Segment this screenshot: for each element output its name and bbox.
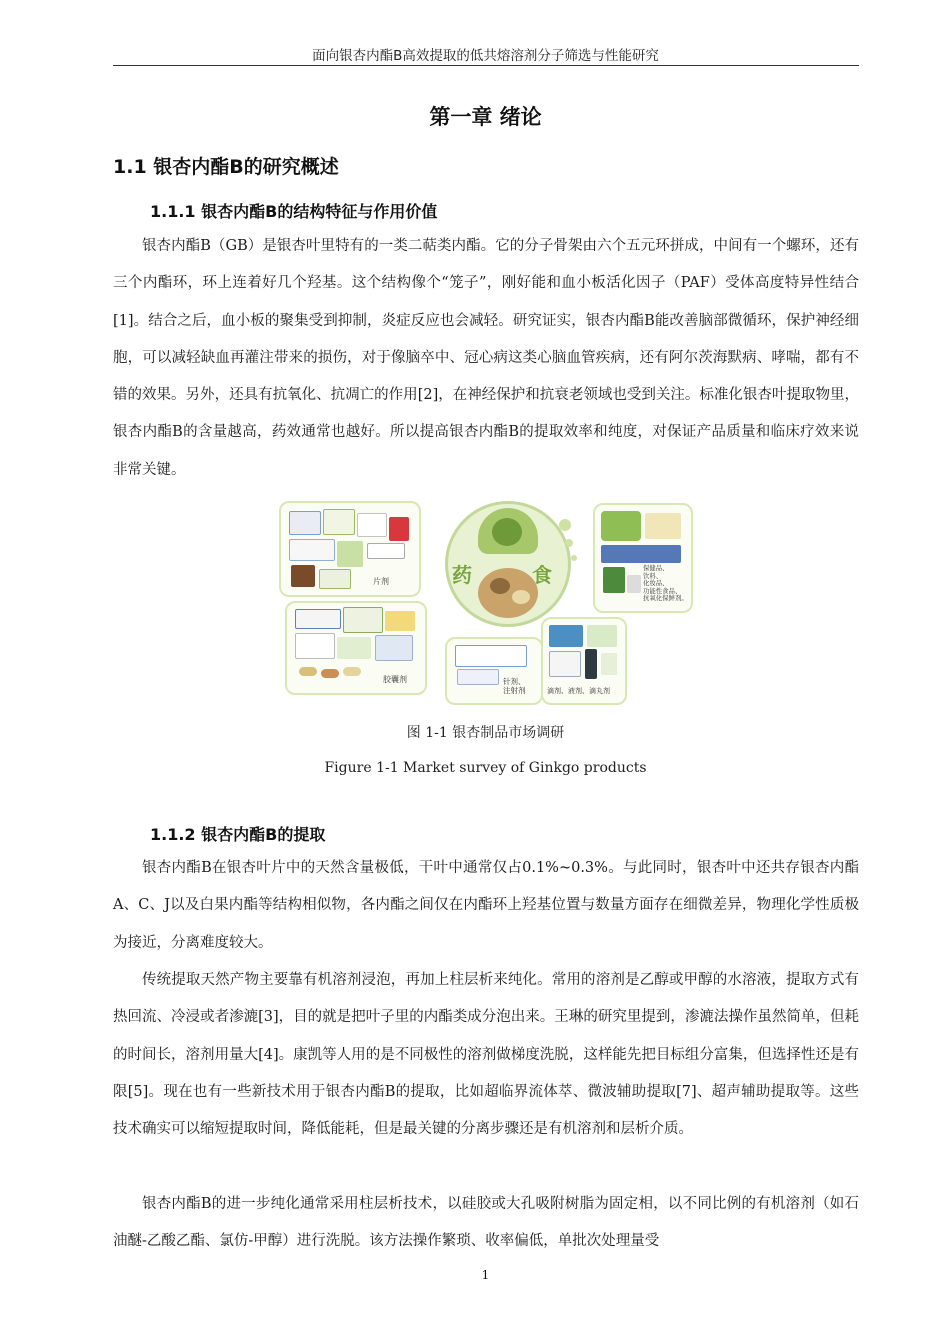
- decor-dot: [559, 519, 571, 531]
- header-rule: [113, 65, 859, 66]
- paragraph-purification: 银杏内酯B的进一步纯化通常采用柱层析技术，以硅胶或大孔吸附树脂为固定相，以不同比例的有机溶剂（如石油醚-乙酸乙酯、氯仿-甲醇）进行洗脱。该方法操作繁琐、收率偏低，单批次处理量受: [113, 1196, 859, 1250]
- capsule-panel: [285, 601, 427, 695]
- figure-caption-cn: 图 1-1 银杏制品市场调研: [406, 725, 565, 741]
- label-medicine: 药: [452, 563, 472, 587]
- label-food: 食: [532, 563, 552, 587]
- ginkgo-products-figure: [279, 499, 691, 703]
- running-header: 面向银杏内酯B高效提取的低共熔溶剂分子筛选与性能研究: [312, 48, 659, 64]
- chapter-title: 第一章 绪论: [429, 105, 542, 129]
- tablet-panel: [279, 501, 421, 597]
- section-heading-1-1-1: 1.1.1 银杏内酯B的结构特征与作用价值: [150, 202, 438, 221]
- page-number: 1: [481, 1268, 490, 1282]
- health-food-panel: [593, 503, 693, 613]
- figure-caption-en: Figure 1-1 Market survey of Ginkgo products: [324, 760, 647, 776]
- injection-label: 针剂、 注射剂: [503, 677, 526, 695]
- tablet-label: 片剂: [373, 577, 389, 586]
- drops-label: 滴剂、液剂、滴丸剂: [547, 687, 610, 695]
- injection-panel: [445, 637, 543, 705]
- capsule-label: 胶囊剂: [383, 675, 407, 684]
- health-food-label: 保健品、 饮料、 化妆品、 功能性食品、 抗氧化保鲜剂。: [643, 564, 688, 603]
- paragraph-traditional-extraction: 传统提取天然产物主要靠有机溶剂浸泡，再加上柱层析来纯化。常用的溶剂是乙醇或甲醇的水溶液，提取方式有热回流、冷浸或者渗漉[3]，目的就是把叶子里的内酯类成分泡出来。王琳的研究里提到，渗漉法操作虽然简单，但耗的时间长，溶剂用量大[4]。康凯等人用的是不同极性的溶剂做梯度洗脱，这样能先把目标组分富集，但选择性还是有限[5]。现在也有一些新技术用于银杏内酯B的提取，比如超临界流体萃、微波辅助提取[7]、超声辅助提取等。这些技术确实可以缩短提取时间，降低能耗，但是最关键的分离步骤还是有机溶剂和层析介质。: [113, 972, 859, 1138]
- paragraph-structure: 银杏内酯B（GB）是银杏叶里特有的一类二萜类内酯。它的分子骨架由六个五元环拼成，中间有一个螺环，还有三个内酯环，环上连着好几个羟基。这个结构像个“笼子”，刚好能和血小板活化因子（PAF）受体高度特异性结合[1]。结合之后，血小板的聚集受到抑制，炎症反应也会减轻。研究证实，银杏内酯B能改善脑部微循环，保护神经细胞，可以减轻缺血再灌注带来的损伤，对于像脑卒中、冠心病这类心脑血管疾病，还有阿尔茨海默病、哮喘，都有不错的效果。另外，还具有抗氧化、抗凋亡的作用[2]，在神经保护和抗衰老领域也受到关注。标准化银杏叶提取物里，银杏内酯B的含量越高，药效通常也越好。所以提高银杏内酯B的提取效率和纯度，对保证产品质量和临床疗效来说非常关键。: [113, 238, 859, 478]
- drops-panel: [541, 617, 627, 705]
- paragraph-content-low: 银杏内酯B在银杏叶片中的天然含量极低，干叶中通常仅占0.1%~0.3%。与此同时，银杏叶中还共存银杏内酯A、C、J以及白果内酯等结构相似物，各内酯之间仅在内酯环上羟基位置与数量方面存在细微差异，物理化学性质极为接近，分离难度较大。: [113, 860, 859, 951]
- decor-dot: [565, 539, 573, 547]
- section-heading-1-1-2: 1.1.2 银杏内酯B的提取: [150, 825, 326, 844]
- decor-dot: [571, 555, 577, 561]
- section-heading-1-1: 1.1 银杏内酯B的研究概述: [113, 156, 339, 178]
